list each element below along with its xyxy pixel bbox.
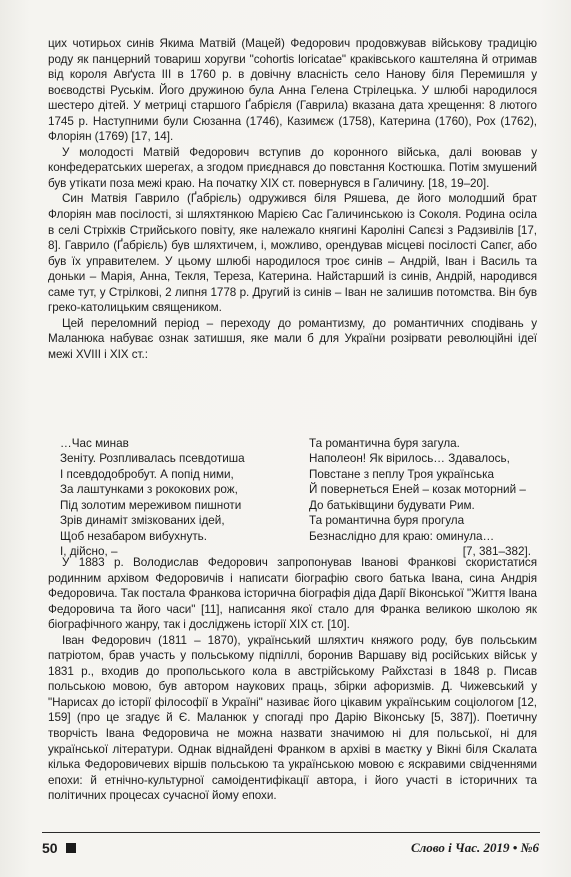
poem-line: Повстане з пеплу Троя українська <box>309 467 494 481</box>
poem-line: І псевдодобробут. А попід ними, <box>60 467 234 481</box>
poem-left-column <box>60 436 300 560</box>
paragraph: У молодості Матвій Федорович вступив до коронного війська, далі воював у конфедератських шерегах, а згодом приєднався до повстання Костюшка. Потім змушений був утікати поза межі краю. На початку XIX ст. повернувся в Галичину. [18, 19–20]. <box>48 145 537 190</box>
poem-line: Щоб незабаром вибухнуть. <box>60 529 208 543</box>
poem-line: Зрів динаміт змізкованих ідей, <box>60 514 225 528</box>
poem-line: …Час минав <box>60 437 129 450</box>
text-column-bottom <box>48 555 537 804</box>
paragraph: цих чотирьох синів Якима Матвій (Мацей) Федорович продовжував військову традицію роду як панцерний товариш хоругви "cohortis loricatae" краківського каштеляна й отримав від короля Авґуста III в 1760 р. в довічну власність село Нанову біля Перемишля у воєводстві Руськім. Його дружиною була Анна Гелена Стрілецька. У шлюбі народилося шестеро дітей. У метриці старшого Ґабрієля (Гаврила) вказана дата хрещення: 8 лютого 1745 р. Наступними були Сюзанна (1746), Казимєж (1758), Катерина (1760), Рох (1762), Флоріян (1769) [17, 14]. <box>48 37 537 144</box>
poem-line: За лаштунками з рококових рож, <box>60 483 238 497</box>
page-number: 50 <box>42 840 58 856</box>
poem-line: Безнаслідно для краю: оминула… <box>309 529 495 543</box>
journal-running-footer: Слово і Час. 2019 • №6 <box>410 840 539 855</box>
poem-line: Й повернеться Еней – козак моторний – <box>309 483 526 497</box>
footer-rule <box>42 832 540 833</box>
poem-right-column <box>309 436 531 560</box>
paragraph: Син Матвія Гаврило (Ґабрієль) одружився біля Ряшева, де його молодший брат Флоріян мав посілості, зі шляхтянкою Марією Сас Галичинською із Соколя. Родина осіла в селі Стріхків Стрийського повіту, яке належало княгині Кароліні Сапєзі з Радзивілів [17, 8]. Гаврило (Ґабрієль) був шляхтичем, і, можливо, орендував місцеві посілості Сапєг, або був їх управителем. У цьому шлюбі народилося троє синів – Андрій, Іван і Василь та доньки – Марія, Анна, Текля, Тереза, Катерина. Найстарший із синів, Андрій, народився саме тут, у Стрілкові, 2 липня 1778 р. Другий із синів – Іван не залишив потомства. Він був греко-католицьким священиком. <box>48 192 537 315</box>
paragraph: Іван Федорович (1811 – 1870), український шляхтич княжого роду, був польським патріотом, брав участь у польському підпіллі, боронив Варшаву від російських військ у 1831 р., входив до пропольського кола в австрійському Райхстазі в 1848 р. Писав польською мовою, був автором наукових праць, збірки афоризмів. Д. Чижевський у "Нарисах до історії філософії в Україні" називає його цікавим українським соціологом [12, 159] (про це згадує й Є. Маланюк у спогаді про Дарію Віконську [5, 387]). Поетичну творчість Івана Федоровича не можна назвати значимою ні для польської, ні для української літератури. Однак віднайдені Франком в архіві в маєтку у Вікні біля Скалата кілька Федоровичевих віршів польською та українською мовою є яскравими свідченнями епохи: й етнічно-культурної самоідентифікації автора, і його участі в історичних та політичних процесах сучасної йому епохи. <box>48 633 537 803</box>
poem-line: Та романтична буря прогула <box>309 514 465 528</box>
paragraph: Цей переломний період – переходу до романтизму, до романтичних сподівань у Маланюка набуває ознак затишшя, яке мали б для України розірвати революційні ідеї межі XVIII і XIX ст.: <box>48 316 537 361</box>
poem-line: Наполеон! Як вірилось… Здавалось, <box>309 452 510 466</box>
square-ornament-icon <box>66 843 76 853</box>
poem-line: До батьківщини будувати Рим. <box>309 498 475 512</box>
poem-line: І, дійсно, – <box>60 545 118 559</box>
poem-line: Зеніту. Розпливалась псевдотиша <box>60 452 245 466</box>
paragraph: У 1883 р. Володислав Федорович запропонував Іванові Франкові скористатися родинним архівом Федоровичів і написати біографію свого батька Івана, сина Андрія Федоровича. Так постала Франкова історична біографія діда Дарії Віконської "Життя Івана Федоровича та його часи" [11], написання якої стало для Франка великою школою як біографічного жанру, так і досліджень історії XIX ст. [10]. <box>48 556 537 632</box>
text-column-top <box>48 36 537 362</box>
poem-citation: [7, 381–382]. <box>462 545 531 559</box>
poem-line: Під золотим мереживом пишноти <box>60 498 242 512</box>
poem-line: Та романтична буря загула. <box>309 437 460 450</box>
